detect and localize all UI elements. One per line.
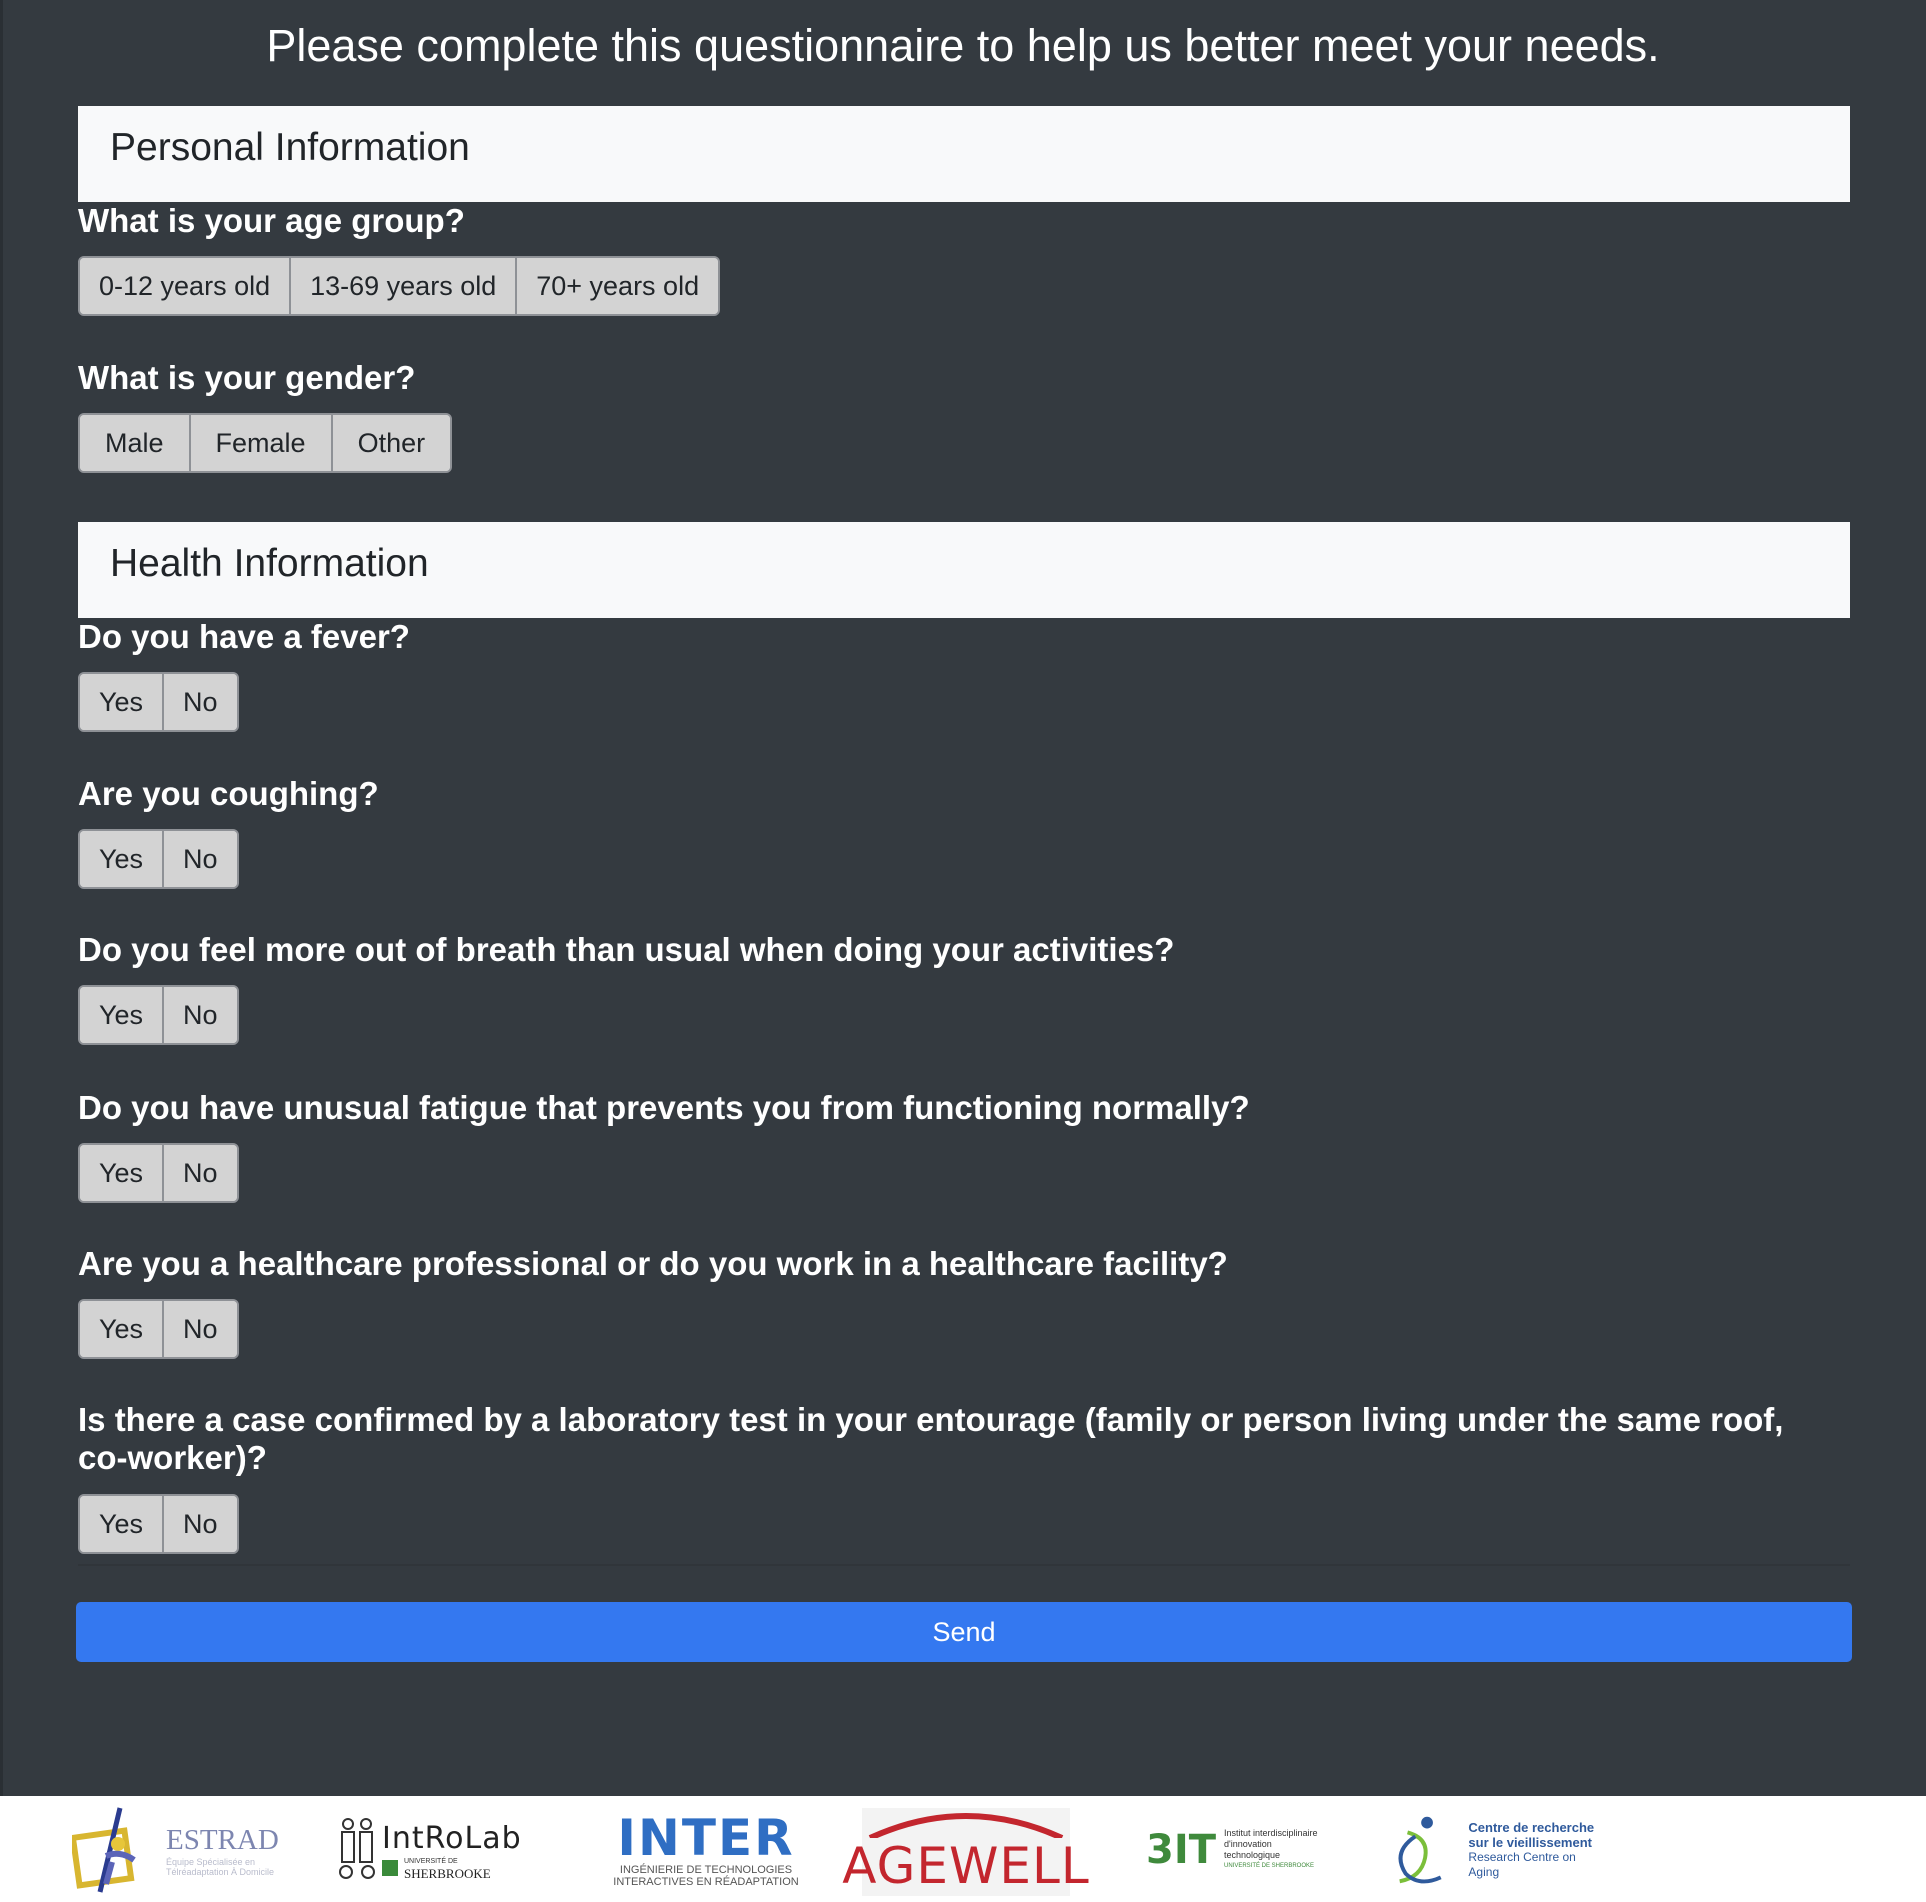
age-group-options (78, 256, 720, 316)
inter-name: INTER (617, 1809, 795, 1867)
age-group-question: What is your age group? (78, 202, 465, 239)
3it-name: 3IT (1146, 1827, 1216, 1873)
gender-option-other[interactable]: Other (333, 415, 451, 471)
window-left-edge (0, 0, 3, 1796)
health-information-header: Health Information (78, 522, 1850, 618)
gender-options (78, 413, 452, 473)
gender-question: What is your gender? (78, 359, 416, 396)
estrad-subtitle-2: Télréadaptation À Domicile (166, 1866, 275, 1877)
fever-question: Do you have a fever? (78, 618, 410, 655)
questionnaire-form (78, 106, 1850, 1566)
healthcare-worker-options (78, 1299, 239, 1359)
introlab-university-label: UNIVERSITÉ DE (404, 1857, 458, 1865)
gender-option-female[interactable]: Female (191, 415, 333, 471)
cdrv-line-3: Research Centre on Aging (1468, 1850, 1576, 1879)
breath-no-button[interactable]: No (164, 987, 237, 1043)
cough-question: Are you coughing? (78, 775, 379, 812)
agewell-logo (842, 1808, 1090, 1896)
send-button[interactable]: Send (76, 1602, 1852, 1662)
agewell-arc-icon (862, 1808, 1070, 1838)
introlab-sherbrooke-label: SHERBROOKE (404, 1865, 491, 1881)
cough-options (78, 829, 239, 889)
estrad-logo (72, 1804, 292, 1896)
3it-logo (1146, 1804, 1326, 1896)
3it-subtitle-1: Institut interdisciplinaire (1224, 1828, 1318, 1838)
breath-question: Do you feel more out of breath than usual when doing your activities? (78, 931, 1175, 968)
gender-option-male[interactable]: Male (80, 415, 191, 471)
healthcare-worker-question: Are you a healthcare professional or do you work in a healthcare facility? (78, 1245, 1228, 1282)
age-option-70-plus[interactable]: 70+ years old (517, 258, 718, 314)
confirmed-case-yes-button[interactable]: Yes (80, 1496, 164, 1552)
cdrv-logo (1386, 1804, 1606, 1896)
inter-subtitle-2: INTERACTIVES EN RÉADAPTATION (613, 1876, 799, 1888)
fever-no-button[interactable]: No (164, 674, 237, 730)
age-option-13-69[interactable]: 13-69 years old (291, 258, 517, 314)
estrad-subtitle-1: Équipe Spécialisée en (166, 1856, 256, 1867)
introlab-logo (336, 1804, 546, 1896)
introlab-robot-icon (336, 1818, 378, 1882)
estrad-name: ESTRAD (166, 1823, 279, 1856)
fatigue-options (78, 1143, 239, 1203)
partner-logos-footer (0, 1796, 1926, 1902)
cough-yes-button[interactable]: Yes (80, 831, 164, 887)
confirmed-case-options (78, 1494, 239, 1554)
cdrv-line-1: Centre de recherche (1468, 1820, 1595, 1835)
fatigue-question: Do you have unusual fatigue that prevents you from functioning normally? (78, 1089, 1250, 1126)
3it-subtitle-2: d'innovation technologique (1224, 1839, 1281, 1860)
inter-subtitle-1: INGÉNIERIE DE TECHNOLOGIES (619, 1864, 793, 1876)
sherbrooke-mark-icon (382, 1860, 398, 1876)
healthcare-worker-yes-button[interactable]: Yes (80, 1301, 164, 1357)
estrad-emblem-icon (72, 1804, 154, 1896)
cough-no-button[interactable]: No (164, 831, 237, 887)
fever-options (78, 672, 239, 732)
fever-yes-button[interactable]: Yes (80, 674, 164, 730)
3it-subtitle-3: UNIVERSITÉ DE SHERBROOKE (1224, 1863, 1315, 1869)
fatigue-no-button[interactable]: No (164, 1145, 237, 1201)
confirmed-case-no-button[interactable]: No (164, 1496, 237, 1552)
inter-logo (598, 1804, 814, 1896)
cdrv-line-2: sur le vieillissement (1468, 1835, 1592, 1850)
breath-options (78, 985, 239, 1045)
page-title: Please complete this questionnaire to help us better meet your needs. (266, 20, 1660, 71)
confirmed-case-question: Is there a case confirmed by a laboratory test in your entourage (family or person living under the same roof, co-worker)? (78, 1401, 1784, 1476)
agewell-name: AGEWELL (842, 1837, 1090, 1895)
healthcare-worker-no-button[interactable]: No (164, 1301, 237, 1357)
introlab-name: IntRoLab (382, 1820, 522, 1856)
breath-yes-button[interactable]: Yes (80, 987, 164, 1043)
fatigue-yes-button[interactable]: Yes (80, 1145, 164, 1201)
cdrv-figure-icon (1386, 1812, 1454, 1888)
personal-information-header: Personal Information (78, 106, 1850, 202)
age-option-0-12[interactable]: 0-12 years old (80, 258, 291, 314)
